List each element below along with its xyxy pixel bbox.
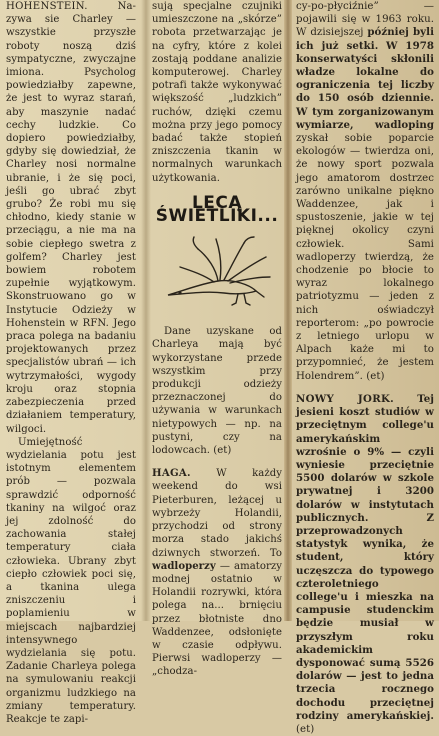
article-robot-paragraph-2: Umiejętność wydzielania potu jest istotnym elementem prób — pozwala sprawdzić odporność tkaniny na wilgoć oraz jej zdolność do zachowania stałej temperatury ciała człowieka. Ubrany zbyt ciepło człowiek poci się, a tkanina ulega zniszczeniu i poplamieniu w miejscach najbardziej intensywnego wydzielania się potu. Zadanie Charleya polega na symulowaniu reakcji organizmu ludzkiego na zmiany temperatury. Reakcje te zapi-: [6, 436, 136, 725]
article-robot-paragraph-1: zywa sie Charley — wszystkie przyszłe roboty noszą dziś sympatyczne, zwyczajne imiona. Psycholog powiedziałby zapewne, że jest to wyraz starań, aby maszynie nadać cechy ludzkie. Co dopiero powiedziałby, gdyby się dowiedział, że Charley nosi normalne ubranie, i że się poci, jeśli go ubrać zbyt grubo? Że robi mu się chłodno, kiedy stanie w przeciągu, a nie ma na sobie ciepłego swetra z golfem? Charley jest bowiem robotem zupełnie wyjątkowym. Skonstruowano go w Instytucie Odzieży w Hohenstein w RFN. Jego praca polega na badaniu projektowanych przez specjalistów ubrań — ich wytrzymałości, wygody kroju oraz stopnia zabezpieczenia przed działaniem temperatury, wilgoci.: [6, 14, 136, 435]
article-new-york: [296, 393, 434, 736]
author-signature: (et): [296, 723, 315, 735]
column-1: [6, 0, 136, 725]
article-new-york-text: Tej jesieni koszt studiów w przeciętnym college'u amerykańskim wzrośnie o 9% — czyli wyniesie przeciętnie 5500 dolarów w szkole prywatnej i 3200 dolarów w instytutach publicznych. Z przeprowadzonych statystyk wynika, że student, który uczęszcza do typowego czteroletniego college'u i mieszka na campusie studenckim będzie musiał w przyszłym roku akademickim dysponować sumą 5526 dolarów — jest to jedna trzecia rocznego dochodu przeciętnej rodziny amerykańskiej.: [296, 392, 434, 722]
article-robot-lead: [6, 0, 136, 436]
dateline-hohenstein: HOHENSTEIN.: [6, 1, 88, 12]
article-haga-text: W każdy weekend do wsi Pieterburen, leżącej u wybrzeży Holandii, przychodzi od strony morza stado jakichś dziwnych stworzeń. To: [152, 468, 282, 559]
text-segment: cy-po-płyciźnie” — pojawili się w 1963 roku. W dzisiejszej: [296, 1, 434, 39]
dateline-new-york: NOWY JORK.: [296, 392, 394, 405]
lead-fragment: Na-: [117, 1, 136, 12]
author-signature: (et): [213, 445, 232, 457]
bold-segment-2: W 1978 konserwatyści skłonili władze lokalne do ograniczenia tej liczby do 150 osób dziennie. W tym zorganizowanym wymiarze,: [296, 39, 434, 131]
page-fold: [284, 0, 292, 621]
dateline-haga: HAGA.: [152, 468, 191, 480]
headline-fireflies: LECĄ ŚWIETLIKI...: [155, 192, 279, 227]
article-haga-continuation: [296, 0, 434, 383]
article-robot-paragraph-3: [152, 325, 282, 457]
bird-illustration: [158, 231, 276, 311]
bold-segment: później byli ich już setki.: [296, 26, 434, 52]
author-signature: (et): [366, 370, 385, 382]
article-robot-closing: Dane uzyskane od Charleya mają być wykorzystane przede wszystkim przy produkcji odzieży przeznaczonej do używania w warunkach nietypowych — np. na pustyni, czy na lodowcach.: [152, 326, 282, 457]
spacer: [152, 457, 282, 467]
text-segment-2: zyskał sobie poparcie ekologów — twierdza oni, że nowy sport pozwala jego amatorom dostrzec zarówno unikalne piękno Waddenzee, jak i spustoszenie, jakie w tej pięknej okolicy czyni człowiek. Sami wadloperzy twierdzą, że chodzenie po błocie to wyraz lokalnego patriotyzmu — jeden z nich oświadczył reporterom: „po powrocie z letniego urlopu w Alpach każe mi to przypomnieć, że jestem Holendrem”.: [296, 133, 434, 382]
column-gutter: [141, 0, 151, 621]
bold-term-wadloping: wadloping: [374, 118, 434, 131]
spacer: [296, 383, 434, 393]
column-3: [296, 0, 434, 735]
article-haga-text-rest: — amatorzy modnej ostatnio w Holandii rozrywki, która polega na... brnięciu przez błotniste dno Waddenzee, odsłonięte w czasie odpływu. Pierwsi wadloperzy — „chodza-: [152, 560, 282, 678]
column-2: [152, 0, 282, 678]
bold-term: wadloperzy: [152, 560, 216, 572]
article-robot-continuation: sują specjalne czujniki umieszczone na „skórze” robota przetwarzając je na cyfry, które z kolei zostają poddane analizie komputerowej. Charley potrafi także wykonywać większość „ludzkich” ruchów, dzięki czemu można przy jego pomocy badać także stopień zniszczenia tkanin w normalnych warunkach użytkowania.: [152, 1, 282, 184]
article-haga: [152, 467, 282, 678]
